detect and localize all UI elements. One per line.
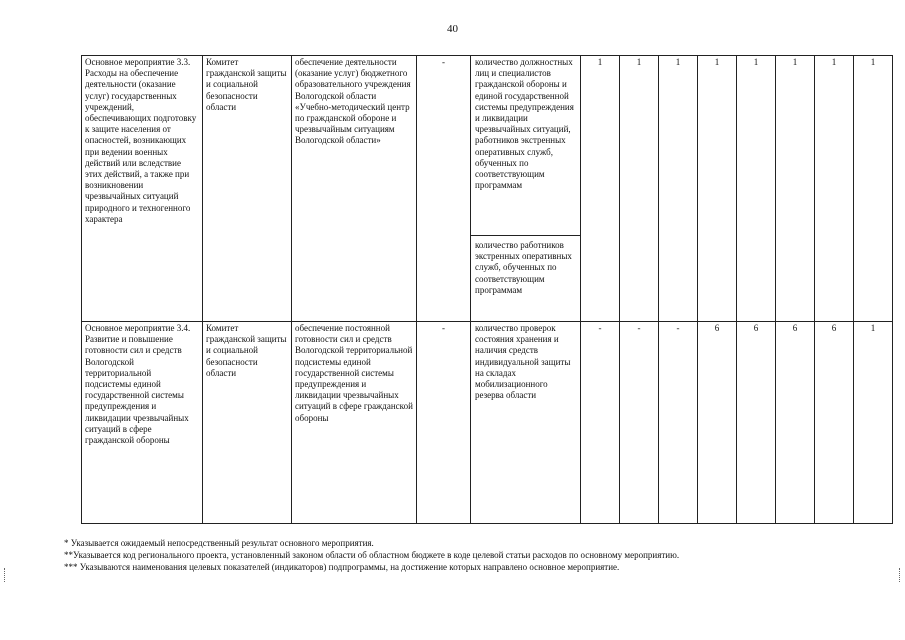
events-table [81, 55, 893, 524]
footnote: *** Указываются наименования целевых показателей (индикаторов) подпрограммы, на достижение которых направлено основное мероприятие. [64, 562, 620, 573]
page-number: 40 [447, 23, 458, 35]
code-cell: - [417, 56, 471, 322]
indicator-text: количество должностных лиц и специалистов гражданской обороны и единой государственной системы предупреждения и ликвидации чрезвычайных ситуаций, работников экстренных оперативных служб, обученных по соответствующим программам [475, 57, 574, 191]
indicator-cell [471, 322, 581, 524]
indicator-text: количество работников экстренных оперативных служб, обученных по соответствующим программам [471, 235, 580, 296]
value-cell: 6 [737, 322, 776, 524]
value-cell: 1 [581, 56, 620, 322]
value-cell: 1 [737, 56, 776, 322]
event-cell: Основное мероприятие 3.4. Развитие и повышение готовности сил и средств Вологодской территориальной подсистемы единой государственной системы предупреждения и ликвидации чрезвычайных ситуаций в сфере гражданской обороны [82, 322, 203, 524]
value-cell: 1 [854, 322, 893, 524]
table-row [82, 56, 893, 322]
value-cell: 6 [698, 322, 737, 524]
value-cell: 6 [815, 322, 854, 524]
value-cell: 1 [854, 56, 893, 322]
indicator-text: количество проверок состояния хранения и наличия средств индивидуальной защиты на складах мобилизационного резерва области [475, 323, 571, 401]
scan-mark [899, 568, 903, 582]
footnotes [64, 537, 679, 574]
value-cell: 6 [776, 322, 815, 524]
indicator-cell [471, 56, 581, 322]
value-cell: 1 [620, 56, 659, 322]
result-cell: обеспечение деятельности (оказание услуг) бюджетного образовательного учреждения Вологодской области «Учебно-методический центр по гражданской обороне и чрезвычайным ситуациям Вологодской области» [292, 56, 417, 322]
value-cell: - [659, 322, 698, 524]
code-cell: - [417, 322, 471, 524]
value-cell: - [581, 322, 620, 524]
value-cell: - [620, 322, 659, 524]
footnote: **Указывается код регионального проекта, установленный законом области об областном бюджете в коде целевой статьи расходов по основному мероприятию. [64, 550, 680, 561]
table-row [82, 322, 893, 524]
executor-cell: Комитет гражданской защиты и социальной безопасности области [203, 56, 292, 322]
value-cell: 1 [659, 56, 698, 322]
value-cell: 1 [815, 56, 854, 322]
footnote: * Указывается ожидаемый непосредственный результат основного мероприятия. [64, 538, 374, 548]
result-cell: обеспечение постоянной готовности сил и средств Вологодской территориальной подсистемы единой государственной системы предупреждения и ликвидации чрезвычайных ситуаций в сфере гражданской обороны [292, 322, 417, 524]
scan-mark [4, 568, 8, 582]
event-cell: Основное мероприятие 3.3. Расходы на обеспечение деятельности (оказание услуг) государственных учреждений, обеспечивающих подготовку к защите населения от опасностей, возникающих при ведении военных действий или вследствие этих действий, а также при возникновении чрезвычайных ситуаций природного и техногенного характера [82, 56, 203, 322]
value-cell: 1 [698, 56, 737, 322]
value-cell: 1 [776, 56, 815, 322]
executor-cell: Комитет гражданской защиты и социальной безопасности области [203, 322, 292, 524]
